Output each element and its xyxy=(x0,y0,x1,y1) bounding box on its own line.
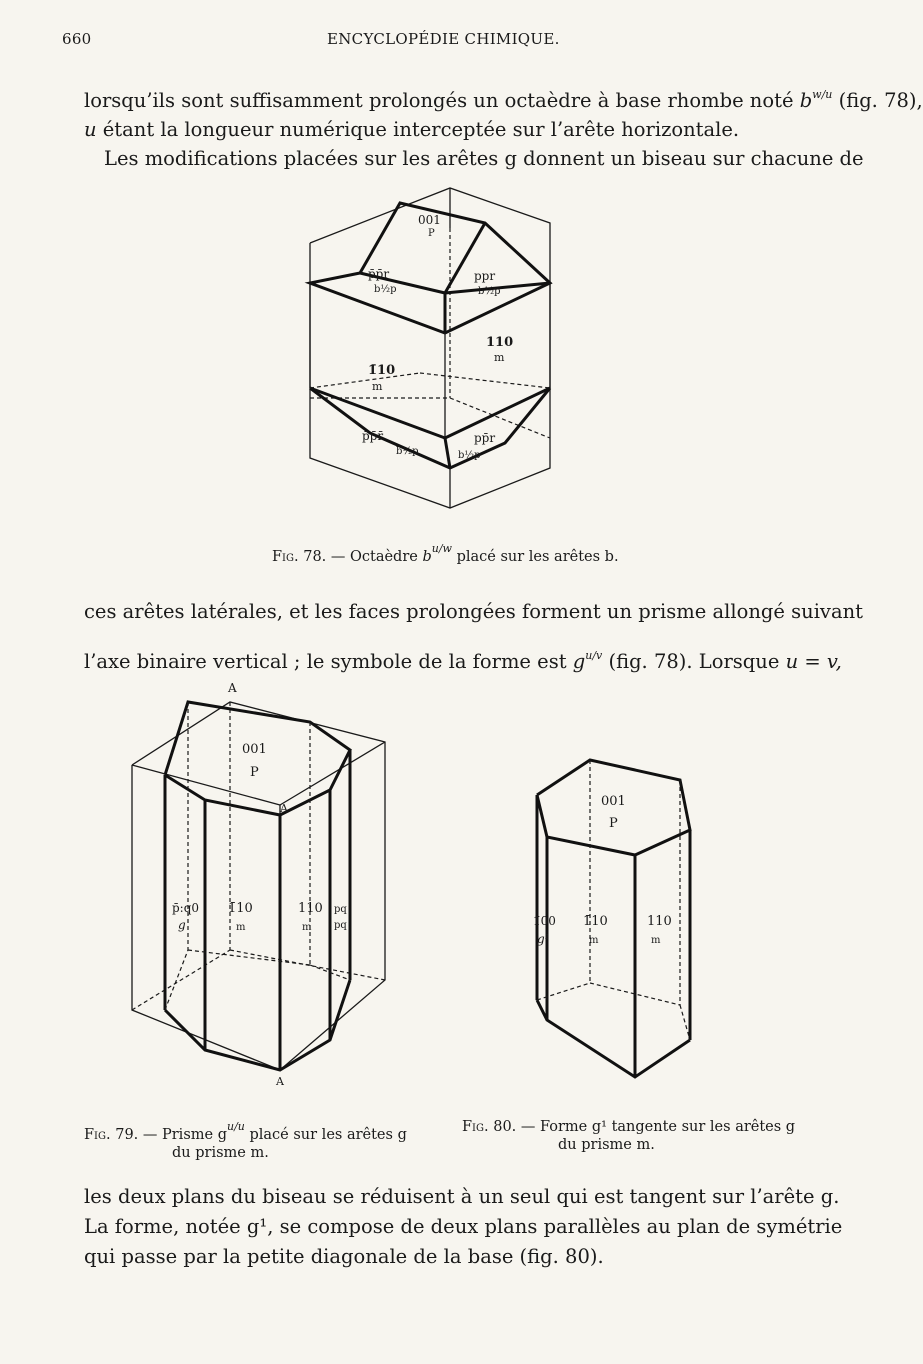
paragraph-1 xyxy=(84,80,923,173)
fig78-label-1bar10-m: m xyxy=(372,380,383,393)
fig80-label-1bar10-m: m xyxy=(589,935,599,946)
figure-78 xyxy=(300,168,560,518)
fig78-label-left-upper: p̄p̄r xyxy=(368,267,390,281)
para2-line2: l’axe binaire vertical ; le symbole de la forme est $g^{u/v}$ (fig. 78). Lorsque u = v, xyxy=(84,649,842,673)
fig78-label-right-lower: pp̄r xyxy=(474,431,496,445)
para3-line2: La forme, notée g¹, se compose de deux plans parallèles au plan de symétrie xyxy=(84,1215,843,1238)
fig78-label-right-lower-b: b½p xyxy=(458,450,481,461)
fig78-label-1bar10: 1̄10 xyxy=(368,363,396,378)
fig79-label-A-top: A xyxy=(228,681,237,695)
fig78-label-P: P xyxy=(428,228,435,239)
fig78-label-110: 110 xyxy=(486,335,514,350)
fig78-label-left-lower-b: b½p xyxy=(396,446,419,457)
para3-line3: qui passe par la petite diagonale de la base (fig. 80). xyxy=(84,1245,604,1268)
para1-line2: u étant la longueur numérique interceptée sur l’arête horizontale. xyxy=(84,118,740,141)
fig79-label-110: 110 xyxy=(298,901,323,916)
fig79-label-A-bottom: A xyxy=(276,1075,284,1088)
fig79-label-P: P xyxy=(250,765,259,780)
fig80-label-110: 110 xyxy=(647,914,672,929)
paragraph-3 xyxy=(84,1182,843,1272)
fig78-label-left-upper-b: b½p xyxy=(374,284,397,295)
fig79-label-001: 001 xyxy=(242,742,267,757)
figure-80 xyxy=(525,755,705,1085)
fig79-label-right-sub: pq xyxy=(334,920,347,931)
fig78-label-right-upper-b: b½p xyxy=(478,286,501,297)
para1-line1: lorsqu’ils sont suffisamment prolongés un octaèdre à base rhombe noté $b^{w/u}$ (fig. 78), xyxy=(84,88,923,112)
fig80-label-P: P xyxy=(609,816,618,831)
fig79-label-left-face: p̄:q0 xyxy=(172,901,200,915)
fig78-label-001: 001 xyxy=(418,213,441,227)
fig79-label-A-mid: A xyxy=(280,802,288,815)
paragraph-2 xyxy=(84,590,863,684)
fig79-label-110-m: m xyxy=(302,922,312,933)
fig79-label-right-face: pq xyxy=(334,904,347,915)
fig80-label-001: 001 xyxy=(601,794,626,809)
fig79-label-1bar10: 1̄10 xyxy=(228,901,253,916)
para1-line3: Les modifications placées sur les arêtes g donnent un biseau sur chacune de xyxy=(104,147,864,170)
fig78-caption: Fig. 78. — Octaèdre $b^{u/w}$ placé sur les arêtes b. xyxy=(272,542,619,565)
fig79-label-left-sub: g xyxy=(178,918,186,932)
running-title: ENCYCLOPÉDIE CHIMIQUE. xyxy=(327,30,560,48)
page-number: 660 xyxy=(62,30,92,48)
fig78-label-110-m: m xyxy=(494,351,505,364)
fig79-label-1bar10-m: m xyxy=(236,922,246,933)
para2-line1: ces arêtes latérales, et les faces prolongées forment un prisme allongé suivant xyxy=(84,600,863,623)
fig78-label-right-upper: ppr xyxy=(474,269,496,283)
fig80-label-left-sub: g¹ xyxy=(537,932,550,946)
fig80-caption: Fig. 80. — Forme g¹ tangente sur les arêtes g du prisme m. xyxy=(462,1119,796,1153)
fig80-label-110-m: m xyxy=(651,935,661,946)
fig78-label-left-lower: p̄p̄r̄ xyxy=(362,429,384,443)
fig80-label-1bar10: 1̄10 xyxy=(583,914,608,929)
fig80-label-left-face: 1̄00 xyxy=(533,914,556,928)
figure-79 xyxy=(120,680,395,1090)
para3-line1: les deux plans du biseau se réduisent à un seul qui est tangent sur l’arête g. xyxy=(84,1185,840,1208)
fig79-caption: Fig. 79. — Prisme $g^{u/u}$ placé sur les arêtes g du prisme m. xyxy=(84,1120,407,1161)
